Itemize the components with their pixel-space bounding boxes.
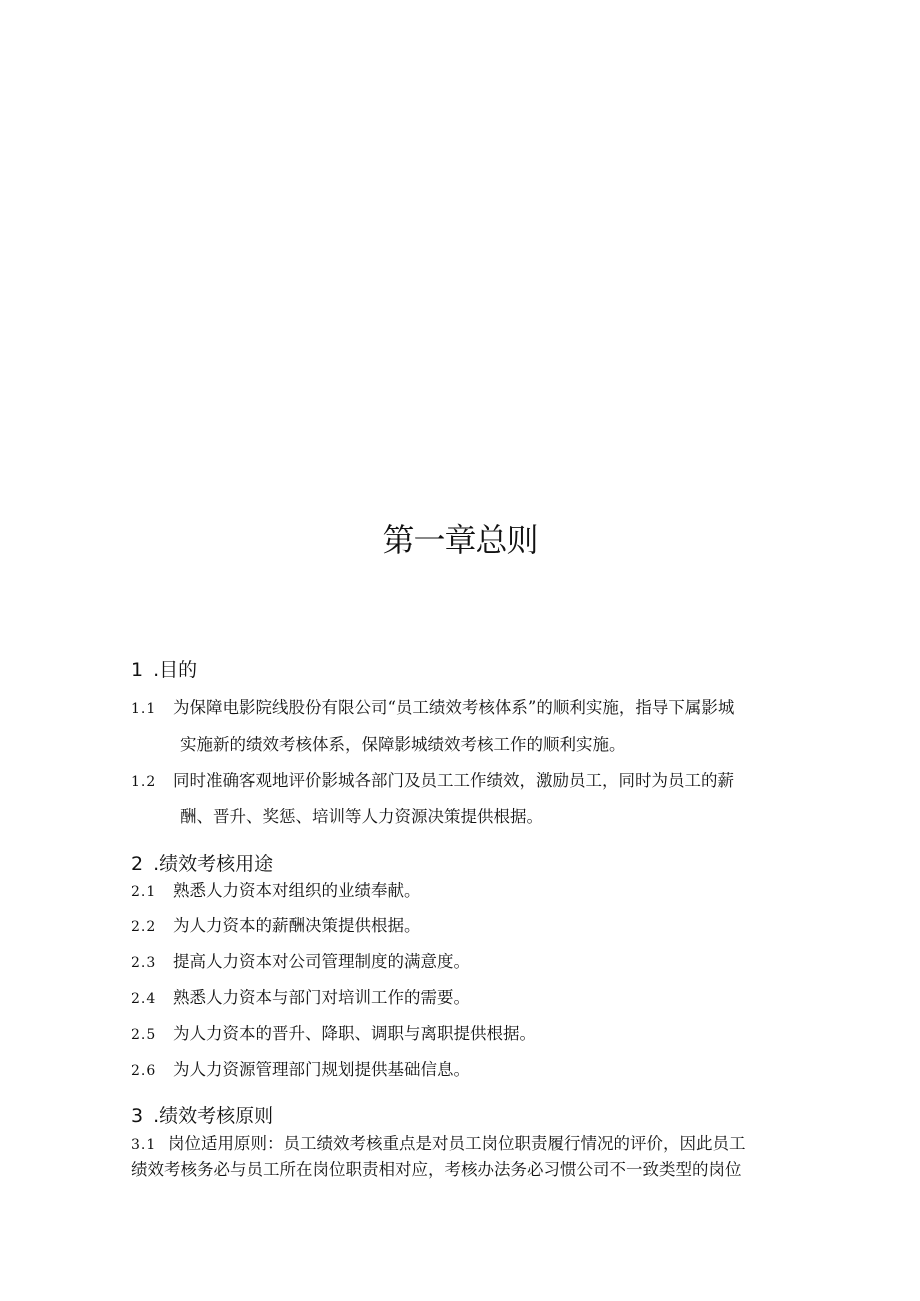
- list-item: [131, 1059, 470, 1082]
- section-number: 1: [131, 659, 144, 681]
- item-number: 3.1: [131, 1137, 157, 1153]
- section-title: .目的: [153, 659, 198, 681]
- list-item: [131, 770, 734, 793]
- section-title: .绩效考核原则: [153, 1105, 274, 1127]
- item-continuation: 绩效考核务必与员工所在岗位职责相对应，考核办法务必习惯公司不一致类型的岗位: [131, 1160, 742, 1179]
- item-number: 2.5: [131, 1027, 157, 1043]
- section-title: .绩效考核用途: [153, 853, 274, 875]
- list-item: [131, 951, 470, 974]
- list-item: [131, 987, 470, 1010]
- list-item: [131, 1023, 536, 1046]
- item-number: 2.1: [131, 884, 157, 900]
- item-text: 提高人力资本对公司管理制度的满意度。: [173, 952, 470, 971]
- list-item: [131, 880, 421, 903]
- item-number: 2.6: [131, 1063, 157, 1079]
- section-heading: [131, 852, 273, 876]
- section-heading: [131, 658, 197, 682]
- item-continuation: 实施新的绩效考核体系，保障影城绩效考核工作的顺利实施。: [180, 735, 626, 754]
- item-text: 同时准确客观地评价影城各部门及员工工作绩效，激励员工，同时为员工的薪: [173, 771, 734, 790]
- section-number: 3: [131, 1105, 144, 1127]
- section-number: 2: [131, 853, 144, 875]
- list-item: [131, 697, 734, 720]
- item-number: 2.2: [131, 919, 157, 935]
- item-text: 为人力资源管理部门规划提供基础信息。: [173, 1060, 470, 1079]
- item-number: 1.1: [131, 701, 157, 717]
- section-heading: [131, 1104, 273, 1128]
- item-number: 2.3: [131, 955, 157, 971]
- item-number: 2.4: [131, 991, 157, 1007]
- item-text: 为人力资本的薪酬决策提供根据。: [173, 916, 421, 935]
- chapter-title: 第一章总则: [382, 521, 538, 559]
- item-continuation: 酬、晋升、奖惩、培训等人力资源决策提供根据。: [180, 807, 543, 826]
- item-number: 1.2: [131, 774, 157, 790]
- item-text: 熟悉人力资本与部门对培训工作的需要。: [173, 988, 470, 1007]
- list-item: [131, 915, 421, 938]
- item-text: 熟悉人力资本对组织的业绩奉献。: [173, 881, 421, 900]
- item-text: 岗位适用原则：员工绩效考核重点是对员工岗位职责履行情况的评价，因此员工: [168, 1134, 746, 1153]
- item-text: 为保障电影院线股份有限公司“员工绩效考核体系”的顺利实施，指导下属影城: [173, 698, 735, 717]
- item-text: 为人力资本的晋升、降职、调职与离职提供根据。: [173, 1024, 536, 1043]
- list-item: [131, 1133, 746, 1156]
